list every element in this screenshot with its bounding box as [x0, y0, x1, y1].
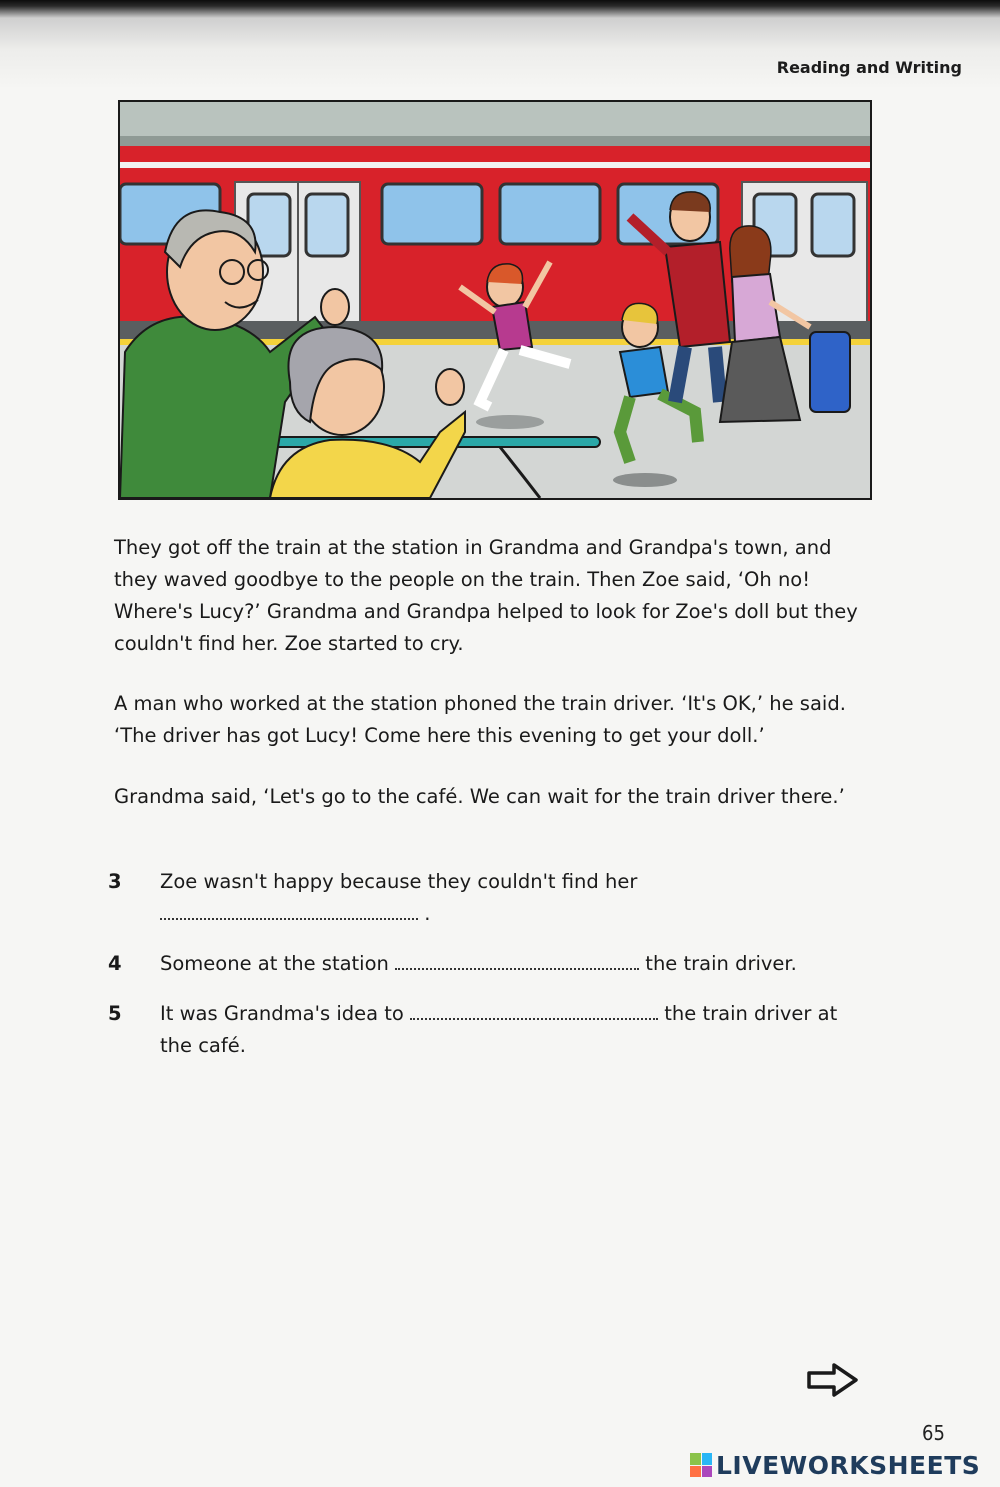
story-paragraph-2: A man who worked at the station phoned the train driver. ‘It's OK,’ he said. ‘The driver has got Lucy! Come here this evening to get your doll.’ — [114, 692, 846, 747]
answer-blank-5[interactable] — [410, 1000, 658, 1020]
question-text-end: the train driver at the café. — [160, 1002, 838, 1057]
question-text: It was Grandma's idea to — [160, 1002, 404, 1025]
question-number: 5 — [108, 1002, 122, 1025]
brand-name: LIVEWORKSHEETS — [716, 1450, 981, 1480]
question-number: 3 — [108, 870, 122, 893]
arrow-right-icon[interactable] — [806, 1362, 860, 1398]
question-text: Zoe wasn't happy because they couldn't find her — [160, 870, 638, 893]
question-text-end: the train driver. — [645, 952, 797, 975]
liveworksheets-brand[interactable] — [690, 1450, 980, 1480]
liveworksheets-logo-icon — [690, 1453, 712, 1477]
page-number: 65 — [922, 1421, 945, 1445]
question-4 — [108, 948, 878, 984]
answer-blank-3[interactable] — [160, 900, 418, 920]
story-paragraph-1: They got off the train at the station in Grandma and Grandpa's town, and they waved goodbye to the people on the train. Then Zoe said, ‘Oh no! Where's Lucy?’ Grandma and Grandpa helped to look for Zoe's doll but they couldn't find her. Zoe started to cry. — [114, 536, 858, 655]
section-title: Reading and Writing — [776, 58, 962, 77]
question-number: 4 — [108, 952, 122, 975]
question-3 — [108, 866, 878, 936]
story-paragraph-3: Grandma said, ‘Let's go to the café. We can wait for the train driver there.’ — [114, 785, 845, 808]
question-text: Someone at the station — [160, 952, 389, 975]
answer-blank-4[interactable] — [395, 950, 639, 970]
train-station-illustration — [118, 100, 872, 500]
question-text-end: . — [424, 902, 431, 925]
question-5 — [108, 998, 878, 1068]
